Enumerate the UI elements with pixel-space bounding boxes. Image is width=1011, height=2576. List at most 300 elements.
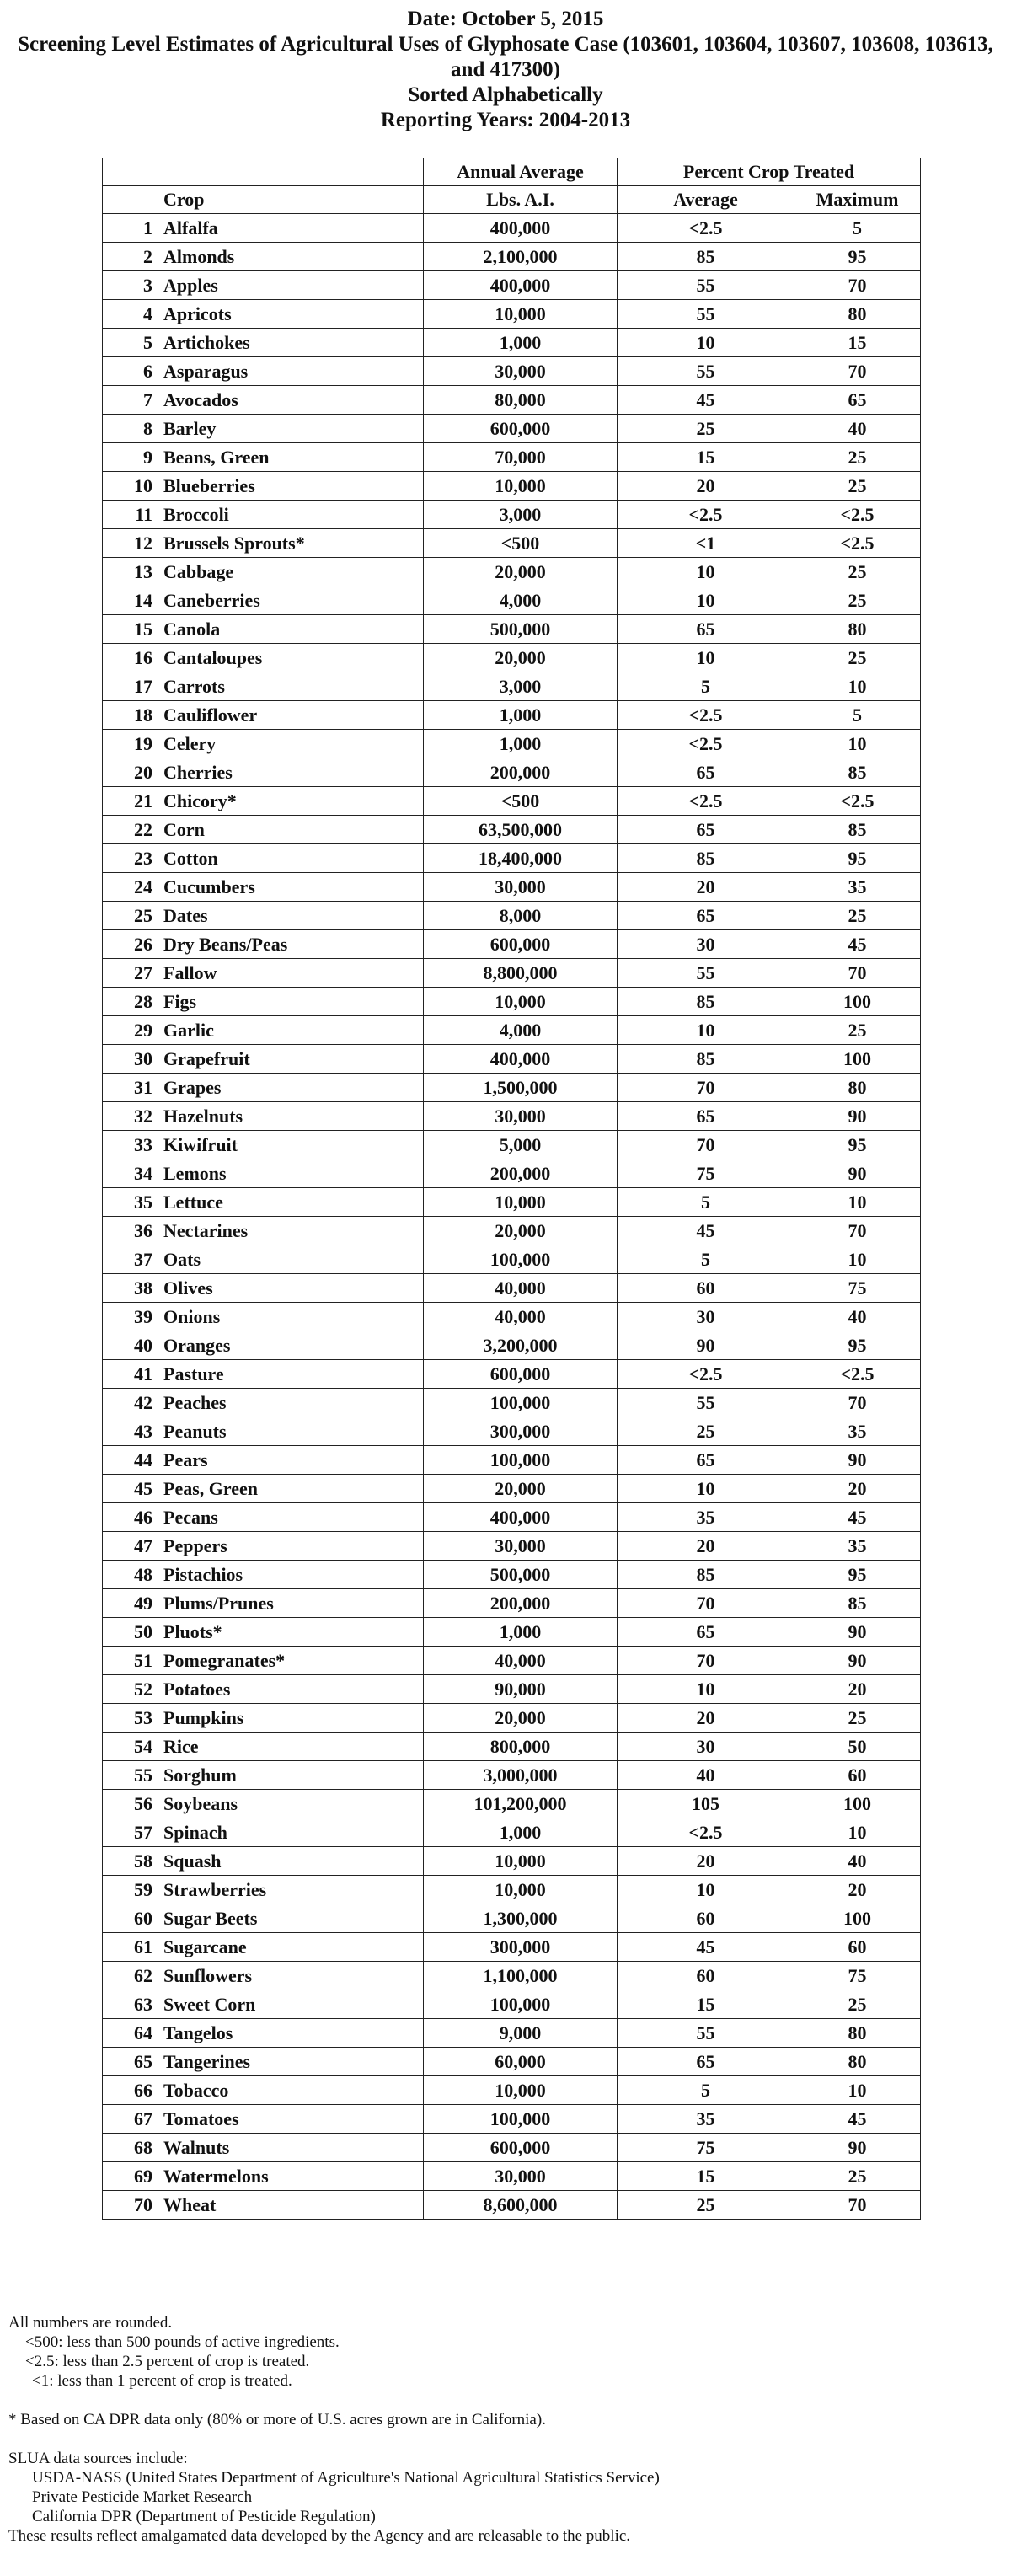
annual-lbs: 300,000 bbox=[424, 1933, 618, 1962]
table-row bbox=[103, 2105, 921, 2134]
table-row bbox=[103, 1131, 921, 1159]
annual-lbs: 300,000 bbox=[424, 1417, 618, 1446]
percent-average: 20 bbox=[618, 1847, 794, 1876]
row-number: 52 bbox=[103, 1675, 158, 1704]
percent-maximum: 10 bbox=[794, 730, 921, 758]
annual-lbs: 4,000 bbox=[424, 586, 618, 615]
percent-average: 65 bbox=[618, 1446, 794, 1475]
percent-average: 10 bbox=[618, 1475, 794, 1503]
row-number: 14 bbox=[103, 586, 158, 615]
percent-maximum: 25 bbox=[794, 1990, 921, 2019]
header-blank-num-2 bbox=[103, 186, 158, 214]
row-number: 32 bbox=[103, 1102, 158, 1131]
annual-lbs: 20,000 bbox=[424, 1704, 618, 1733]
percent-maximum: 35 bbox=[794, 873, 921, 902]
percent-average: 65 bbox=[618, 1102, 794, 1131]
table-row bbox=[103, 1790, 921, 1818]
table-row bbox=[103, 1990, 921, 2019]
crop-name: Strawberries bbox=[158, 1876, 424, 1904]
table-row bbox=[103, 2162, 921, 2191]
row-number: 42 bbox=[103, 1389, 158, 1417]
table-row bbox=[103, 730, 921, 758]
crop-name: Pistachios bbox=[158, 1561, 424, 1589]
percent-maximum: 5 bbox=[794, 701, 921, 730]
table-row bbox=[103, 1389, 921, 1417]
table-row bbox=[103, 357, 921, 386]
table-row bbox=[103, 1704, 921, 1733]
annual-lbs: 30,000 bbox=[424, 873, 618, 902]
crop-name: Avocados bbox=[158, 386, 424, 415]
table-row bbox=[103, 1818, 921, 1847]
annual-lbs: 20,000 bbox=[424, 1475, 618, 1503]
percent-average: 10 bbox=[618, 329, 794, 357]
crop-name: Pluots* bbox=[158, 1618, 424, 1647]
percent-maximum: 80 bbox=[794, 615, 921, 644]
annual-lbs: 1,000 bbox=[424, 1818, 618, 1847]
annual-lbs: 1,000 bbox=[424, 701, 618, 730]
table-row bbox=[103, 415, 921, 443]
percent-average: 20 bbox=[618, 1704, 794, 1733]
crop-name: Grapes bbox=[158, 1074, 424, 1102]
header-lbs-ai: Lbs. A.I. bbox=[424, 186, 618, 214]
table-row bbox=[103, 271, 921, 300]
crop-name: Kiwifruit bbox=[158, 1131, 424, 1159]
crop-name: Cantaloupes bbox=[158, 644, 424, 672]
row-number: 47 bbox=[103, 1532, 158, 1561]
percent-maximum: 40 bbox=[794, 1847, 921, 1876]
percent-average: 65 bbox=[618, 615, 794, 644]
percent-average: <2.5 bbox=[618, 501, 794, 529]
note-ca-dpr: * Based on CA DPR data only (80% or more of U.S. acres grown are in California). bbox=[8, 2411, 546, 2429]
row-number: 69 bbox=[103, 2162, 158, 2191]
percent-average: 65 bbox=[618, 902, 794, 930]
crop-name: Pomegranates* bbox=[158, 1647, 424, 1675]
document-header bbox=[0, 7, 1011, 133]
percent-maximum: 70 bbox=[794, 1217, 921, 1245]
percent-maximum: 40 bbox=[794, 1303, 921, 1331]
crop-name: Celery bbox=[158, 730, 424, 758]
row-number: 5 bbox=[103, 329, 158, 357]
table-row bbox=[103, 1159, 921, 1188]
annual-lbs: 101,200,000 bbox=[424, 1790, 618, 1818]
row-number: 31 bbox=[103, 1074, 158, 1102]
annual-lbs: 20,000 bbox=[424, 558, 618, 586]
percent-average: 40 bbox=[618, 1761, 794, 1790]
table-row bbox=[103, 1675, 921, 1704]
percent-maximum: 25 bbox=[794, 586, 921, 615]
percent-average: 90 bbox=[618, 1331, 794, 1360]
row-number: 59 bbox=[103, 1876, 158, 1904]
crop-name: Plums/Prunes bbox=[158, 1589, 424, 1618]
crop-name: Peas, Green bbox=[158, 1475, 424, 1503]
annual-lbs: 10,000 bbox=[424, 300, 618, 329]
percent-average: 65 bbox=[618, 1618, 794, 1647]
header-crop: Crop bbox=[158, 186, 424, 214]
crop-name: Walnuts bbox=[158, 2134, 424, 2162]
row-number: 7 bbox=[103, 386, 158, 415]
header-annual-average: Annual Average bbox=[424, 158, 618, 186]
crop-name: Apricots bbox=[158, 300, 424, 329]
percent-maximum: 90 bbox=[794, 1446, 921, 1475]
row-number: 6 bbox=[103, 357, 158, 386]
percent-average: 55 bbox=[618, 357, 794, 386]
percent-average: 30 bbox=[618, 1303, 794, 1331]
annual-lbs: 100,000 bbox=[424, 1990, 618, 2019]
table-row bbox=[103, 902, 921, 930]
table-row bbox=[103, 243, 921, 271]
annual-lbs: 4,000 bbox=[424, 1016, 618, 1045]
crop-name: Beans, Green bbox=[158, 443, 424, 472]
percent-maximum: 35 bbox=[794, 1532, 921, 1561]
annual-lbs: 10,000 bbox=[424, 472, 618, 501]
row-number: 4 bbox=[103, 300, 158, 329]
crop-name: Cauliflower bbox=[158, 701, 424, 730]
crop-name: Cotton bbox=[158, 844, 424, 873]
crop-name: Apples bbox=[158, 271, 424, 300]
table-row bbox=[103, 2019, 921, 2048]
table-row bbox=[103, 1217, 921, 1245]
percent-average: 5 bbox=[618, 2076, 794, 2105]
table-row bbox=[103, 701, 921, 730]
percent-average: 45 bbox=[618, 1217, 794, 1245]
crop-name: Blueberries bbox=[158, 472, 424, 501]
table-row bbox=[103, 959, 921, 988]
percent-maximum: 95 bbox=[794, 1331, 921, 1360]
annual-lbs: 1,100,000 bbox=[424, 1962, 618, 1990]
percent-maximum: 20 bbox=[794, 1475, 921, 1503]
percent-maximum: 90 bbox=[794, 1102, 921, 1131]
annual-lbs: 30,000 bbox=[424, 1532, 618, 1561]
crop-name: Pecans bbox=[158, 1503, 424, 1532]
table-row bbox=[103, 988, 921, 1016]
row-number: 22 bbox=[103, 816, 158, 844]
percent-average: 35 bbox=[618, 1503, 794, 1532]
crop-name: Pasture bbox=[158, 1360, 424, 1389]
table-row bbox=[103, 386, 921, 415]
annual-lbs: 60,000 bbox=[424, 2048, 618, 2076]
annual-lbs: 1,500,000 bbox=[424, 1074, 618, 1102]
crop-name: Lemons bbox=[158, 1159, 424, 1188]
row-number: 43 bbox=[103, 1417, 158, 1446]
annual-lbs: 40,000 bbox=[424, 1303, 618, 1331]
percent-average: 85 bbox=[618, 1561, 794, 1589]
crop-name: Tobacco bbox=[158, 2076, 424, 2105]
percent-maximum: 80 bbox=[794, 300, 921, 329]
header-row-columns bbox=[103, 186, 921, 214]
percent-average: <2.5 bbox=[618, 214, 794, 243]
annual-lbs: 1,000 bbox=[424, 730, 618, 758]
crop-name: Squash bbox=[158, 1847, 424, 1876]
table-row bbox=[103, 443, 921, 472]
report-date: Date: October 5, 2015 bbox=[407, 8, 604, 30]
percent-average: 5 bbox=[618, 1245, 794, 1274]
percent-average: 25 bbox=[618, 415, 794, 443]
percent-average: 85 bbox=[618, 1045, 794, 1074]
row-number: 11 bbox=[103, 501, 158, 529]
percent-maximum: 70 bbox=[794, 1389, 921, 1417]
percent-maximum: 70 bbox=[794, 271, 921, 300]
percent-average: 10 bbox=[618, 1675, 794, 1704]
table-row bbox=[103, 672, 921, 701]
percent-average: 65 bbox=[618, 816, 794, 844]
row-number: 62 bbox=[103, 1962, 158, 1990]
percent-maximum: 85 bbox=[794, 1589, 921, 1618]
row-number: 19 bbox=[103, 730, 158, 758]
table-row bbox=[103, 787, 921, 816]
annual-lbs: 400,000 bbox=[424, 1503, 618, 1532]
row-number: 20 bbox=[103, 758, 158, 787]
percent-average: 15 bbox=[618, 443, 794, 472]
percent-average: 55 bbox=[618, 300, 794, 329]
crop-name: Figs bbox=[158, 988, 424, 1016]
crop-name: Fallow bbox=[158, 959, 424, 988]
table-row bbox=[103, 1274, 921, 1303]
table-row bbox=[103, 329, 921, 357]
crop-name: Artichokes bbox=[158, 329, 424, 357]
annual-lbs: 40,000 bbox=[424, 1647, 618, 1675]
row-number: 10 bbox=[103, 472, 158, 501]
table-row bbox=[103, 1933, 921, 1962]
table-row bbox=[103, 873, 921, 902]
table-row bbox=[103, 1618, 921, 1647]
table-row bbox=[103, 816, 921, 844]
row-number: 46 bbox=[103, 1503, 158, 1532]
percent-average: 55 bbox=[618, 271, 794, 300]
percent-maximum: 75 bbox=[794, 1962, 921, 1990]
percent-maximum: 70 bbox=[794, 959, 921, 988]
annual-lbs: 3,000 bbox=[424, 672, 618, 701]
crop-name: Pears bbox=[158, 1446, 424, 1475]
annual-lbs: 1,000 bbox=[424, 1618, 618, 1647]
row-number: 16 bbox=[103, 644, 158, 672]
percent-average: 25 bbox=[618, 1417, 794, 1446]
row-number: 8 bbox=[103, 415, 158, 443]
table-row bbox=[103, 1417, 921, 1446]
row-number: 49 bbox=[103, 1589, 158, 1618]
table-row bbox=[103, 1045, 921, 1074]
crop-name: Garlic bbox=[158, 1016, 424, 1045]
note-source-usda: USDA-NASS (United States Department of Agriculture's National Agricultural Statistics Service) bbox=[32, 2469, 660, 2487]
table-row bbox=[103, 1647, 921, 1675]
table-row bbox=[103, 501, 921, 529]
annual-lbs: 100,000 bbox=[424, 1245, 618, 1274]
row-number: 41 bbox=[103, 1360, 158, 1389]
crop-name: Tangerines bbox=[158, 2048, 424, 2076]
report-title: Screening Level Estimates of Agricultural Uses of Glyphosate Case (103601, 103604, 103607, 103608, 103613, and 417300) bbox=[18, 33, 993, 81]
annual-lbs: 600,000 bbox=[424, 930, 618, 959]
table-row bbox=[103, 300, 921, 329]
header-blank-num bbox=[103, 158, 158, 186]
percent-maximum: 40 bbox=[794, 415, 921, 443]
percent-average: 10 bbox=[618, 586, 794, 615]
table-row bbox=[103, 1016, 921, 1045]
header-average: Average bbox=[618, 186, 794, 214]
crop-name: Sweet Corn bbox=[158, 1990, 424, 2019]
table-row bbox=[103, 1245, 921, 1274]
percent-average: 10 bbox=[618, 1016, 794, 1045]
crop-name: Sorghum bbox=[158, 1761, 424, 1790]
percent-maximum: 80 bbox=[794, 2019, 921, 2048]
annual-lbs: 400,000 bbox=[424, 271, 618, 300]
footnotes bbox=[8, 2313, 1003, 2546]
table-row bbox=[103, 529, 921, 558]
annual-lbs: 20,000 bbox=[424, 644, 618, 672]
row-number: 26 bbox=[103, 930, 158, 959]
crop-name: Peppers bbox=[158, 1532, 424, 1561]
percent-average: 60 bbox=[618, 1904, 794, 1933]
table-row bbox=[103, 1360, 921, 1389]
table-row bbox=[103, 1331, 921, 1360]
crop-name: Peanuts bbox=[158, 1417, 424, 1446]
percent-maximum: 60 bbox=[794, 1933, 921, 1962]
percent-average: 85 bbox=[618, 844, 794, 873]
percent-average: 70 bbox=[618, 1647, 794, 1675]
percent-average: <2.5 bbox=[618, 787, 794, 816]
row-number: 30 bbox=[103, 1045, 158, 1074]
row-number: 56 bbox=[103, 1790, 158, 1818]
crop-name: Potatoes bbox=[158, 1675, 424, 1704]
percent-maximum: 45 bbox=[794, 2105, 921, 2134]
table-row bbox=[103, 930, 921, 959]
row-number: 51 bbox=[103, 1647, 158, 1675]
table-row bbox=[103, 1475, 921, 1503]
crop-name: Chicory* bbox=[158, 787, 424, 816]
row-number: 65 bbox=[103, 2048, 158, 2076]
row-number: 29 bbox=[103, 1016, 158, 1045]
header-blank-crop bbox=[158, 158, 424, 186]
row-number: 53 bbox=[103, 1704, 158, 1733]
percent-average: 60 bbox=[618, 1962, 794, 1990]
percent-maximum: 100 bbox=[794, 1790, 921, 1818]
crop-name: Nectarines bbox=[158, 1217, 424, 1245]
crop-name: Cucumbers bbox=[158, 873, 424, 902]
percent-maximum: 90 bbox=[794, 1618, 921, 1647]
percent-average: <2.5 bbox=[618, 701, 794, 730]
table-row bbox=[103, 644, 921, 672]
row-number: 25 bbox=[103, 902, 158, 930]
crop-name: Hazelnuts bbox=[158, 1102, 424, 1131]
row-number: 67 bbox=[103, 2105, 158, 2134]
percent-maximum: 80 bbox=[794, 1074, 921, 1102]
percent-average: 65 bbox=[618, 2048, 794, 2076]
percent-maximum: 25 bbox=[794, 1704, 921, 1733]
row-number: 70 bbox=[103, 2191, 158, 2220]
table-row bbox=[103, 615, 921, 644]
percent-maximum: 95 bbox=[794, 844, 921, 873]
percent-average: 10 bbox=[618, 1876, 794, 1904]
percent-average: 85 bbox=[618, 243, 794, 271]
table-row bbox=[103, 1188, 921, 1217]
row-number: 39 bbox=[103, 1303, 158, 1331]
percent-average: 55 bbox=[618, 1389, 794, 1417]
table-header bbox=[103, 158, 921, 214]
row-number: 68 bbox=[103, 2134, 158, 2162]
annual-lbs: 3,200,000 bbox=[424, 1331, 618, 1360]
crop-name: Canola bbox=[158, 615, 424, 644]
percent-average: 55 bbox=[618, 2019, 794, 2048]
row-number: 28 bbox=[103, 988, 158, 1016]
table-row bbox=[103, 2134, 921, 2162]
percent-average: 75 bbox=[618, 1159, 794, 1188]
annual-lbs: 80,000 bbox=[424, 386, 618, 415]
crop-name: Spinach bbox=[158, 1818, 424, 1847]
row-number: 27 bbox=[103, 959, 158, 988]
row-number: 24 bbox=[103, 873, 158, 902]
percent-maximum: <2.5 bbox=[794, 529, 921, 558]
annual-lbs: 100,000 bbox=[424, 1446, 618, 1475]
row-number: 33 bbox=[103, 1131, 158, 1159]
percent-average: 10 bbox=[618, 644, 794, 672]
table-row bbox=[103, 844, 921, 873]
annual-lbs: 70,000 bbox=[424, 443, 618, 472]
row-number: 61 bbox=[103, 1933, 158, 1962]
annual-lbs: 600,000 bbox=[424, 2134, 618, 2162]
table-row bbox=[103, 1303, 921, 1331]
percent-average: <1 bbox=[618, 529, 794, 558]
annual-lbs: 30,000 bbox=[424, 1102, 618, 1131]
header-row-group bbox=[103, 158, 921, 186]
crop-name: Sugarcane bbox=[158, 1933, 424, 1962]
crop-name: Brussels Sprouts* bbox=[158, 529, 424, 558]
annual-lbs: 8,600,000 bbox=[424, 2191, 618, 2220]
percent-maximum: 95 bbox=[794, 243, 921, 271]
annual-lbs: <500 bbox=[424, 787, 618, 816]
row-number: 1 bbox=[103, 214, 158, 243]
row-number: 55 bbox=[103, 1761, 158, 1790]
percent-average: 55 bbox=[618, 959, 794, 988]
percent-maximum: 70 bbox=[794, 357, 921, 386]
table-row bbox=[103, 558, 921, 586]
row-number: 21 bbox=[103, 787, 158, 816]
annual-lbs: 500,000 bbox=[424, 615, 618, 644]
crop-name: Onions bbox=[158, 1303, 424, 1331]
percent-maximum: <2.5 bbox=[794, 787, 921, 816]
crop-name: Soybeans bbox=[158, 1790, 424, 1818]
crop-name: Olives bbox=[158, 1274, 424, 1303]
row-number: 37 bbox=[103, 1245, 158, 1274]
row-number: 12 bbox=[103, 529, 158, 558]
header-maximum: Maximum bbox=[794, 186, 921, 214]
table-body bbox=[103, 214, 921, 2220]
percent-maximum: 20 bbox=[794, 1876, 921, 1904]
percent-maximum: 10 bbox=[794, 672, 921, 701]
glyphosate-usage-table bbox=[102, 158, 921, 2220]
annual-lbs: 100,000 bbox=[424, 2105, 618, 2134]
percent-average: 70 bbox=[618, 1131, 794, 1159]
annual-lbs: 9,000 bbox=[424, 2019, 618, 2048]
annual-lbs: 8,800,000 bbox=[424, 959, 618, 988]
percent-maximum: 25 bbox=[794, 1016, 921, 1045]
row-number: 13 bbox=[103, 558, 158, 586]
percent-average: 105 bbox=[618, 1790, 794, 1818]
row-number: 40 bbox=[103, 1331, 158, 1360]
percent-average: 45 bbox=[618, 1933, 794, 1962]
percent-average: 60 bbox=[618, 1274, 794, 1303]
percent-maximum: 90 bbox=[794, 2134, 921, 2162]
crop-name: Tomatoes bbox=[158, 2105, 424, 2134]
row-number: 50 bbox=[103, 1618, 158, 1647]
annual-lbs: 1,000 bbox=[424, 329, 618, 357]
crop-name: Barley bbox=[158, 415, 424, 443]
percent-maximum: 95 bbox=[794, 1561, 921, 1589]
reporting-years: Reporting Years: 2004-2013 bbox=[380, 109, 631, 131]
row-number: 2 bbox=[103, 243, 158, 271]
annual-lbs: 600,000 bbox=[424, 415, 618, 443]
crop-name: Cherries bbox=[158, 758, 424, 787]
percent-average: 85 bbox=[618, 988, 794, 1016]
annual-lbs: 100,000 bbox=[424, 1389, 618, 1417]
percent-maximum: 45 bbox=[794, 930, 921, 959]
